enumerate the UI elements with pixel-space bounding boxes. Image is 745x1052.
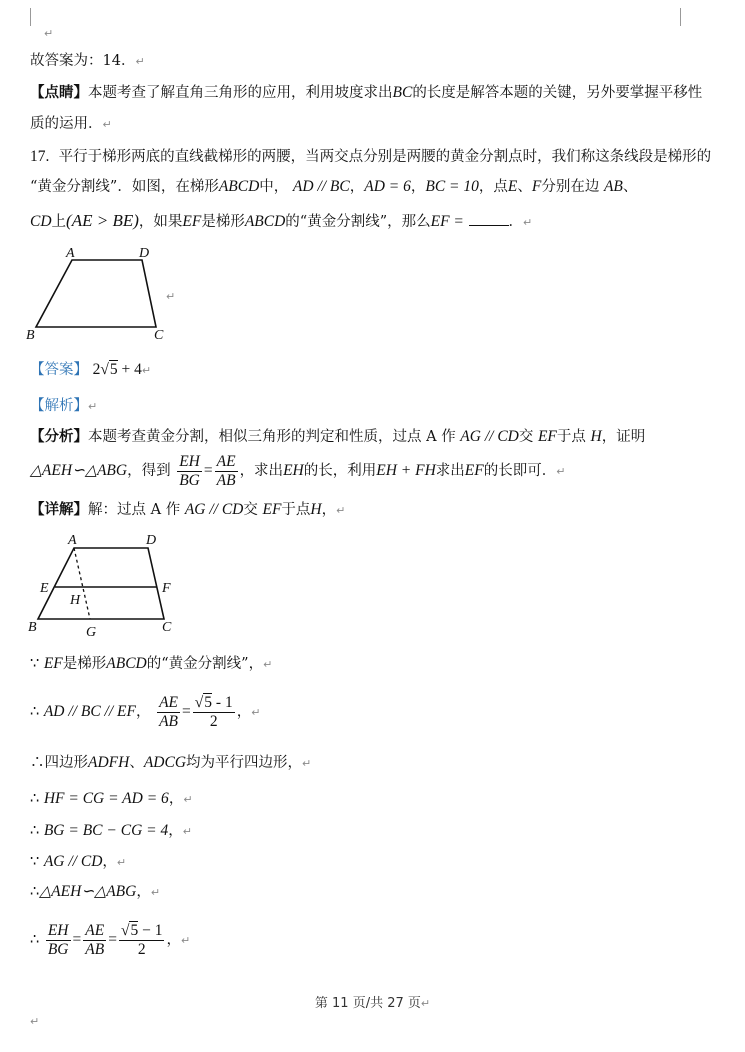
prev-answer: 故答案为：14．↵: [30, 53, 145, 69]
q17-line3: CD上(AE > BE)，如果EF是梯形ABCD的“黄金分割线”，那么EF = ．↵: [30, 211, 533, 230]
fenxi-label: 【分析】: [30, 428, 88, 445]
step-1: ∵ EF是梯形ABCD的“黄金分割线”，↵: [30, 655, 273, 672]
step-8: ∴ $\frac{EH}{BG}$ = $\frac{AE}{AB}$ = $\frac{√5 - 1}{2}$ ，↵: [30, 921, 191, 958]
answer-label: 【答案】: [30, 362, 88, 378]
return-mark: ↵: [44, 27, 54, 40]
dianjing-label: 【点睛】: [30, 84, 88, 101]
label-H: H: [70, 593, 81, 608]
fraction-eh-bg: $\frac{EH}{BG}$: [179, 452, 200, 489]
trapezoid-abcd-2: [38, 548, 164, 619]
label-E: E: [40, 581, 49, 596]
corner-mark-left: [30, 8, 31, 26]
question-number: 17.: [30, 148, 50, 165]
fraction-golden-ratio-2: $\frac{√5 - 1}{2}$: [120, 921, 163, 958]
label-B: B: [26, 328, 35, 343]
fenxi-line2: △AEH∽△ABG，得到 $\frac{EH}{BG}$ = $\frac{AE}{AB}$ ，求出EH的长，利用EH + FH求出EF的长即可．↵: [30, 452, 566, 489]
answer-line: 【答案】 2√5 + 4↵: [30, 361, 152, 378]
fraction-ae-ab: $\frac{AE}{AB}$: [216, 452, 236, 489]
answer-blank: [469, 211, 509, 226]
label-D: D: [146, 533, 157, 548]
label-C: C: [154, 328, 164, 343]
step-3: ∴四边形ADFH、ADCG均为平行四边形，↵: [30, 754, 312, 771]
step-4: ∴ HF = CG = AD = 6，↵: [30, 790, 193, 807]
jiexi-line: 【解析】↵: [30, 398, 98, 414]
fraction-golden-ratio: $\frac{√5 - 1}{2}$: [194, 693, 233, 730]
label-C: C: [162, 620, 172, 635]
fraction-ae-ab-3: $\frac{AE}{AB}$: [85, 921, 105, 958]
step-7: ∴△AEH∽△ABG，↵: [30, 883, 161, 900]
label-G: G: [86, 625, 97, 640]
trapezoid-figure-2: [24, 530, 194, 642]
label-D: D: [139, 246, 150, 261]
return-mark-bottom: ↵: [30, 1015, 40, 1028]
label-A: A: [66, 246, 75, 261]
fraction-eh-bg-2: $\frac{EH}{BG}$: [47, 921, 69, 958]
dianjing-line2: 质的运用．↵: [30, 116, 112, 132]
segment-ag-dashed: [74, 548, 90, 619]
trapezoid-abcd: [36, 260, 156, 327]
q17-line1: 17. 平行于梯形两底的直线截梯形的两腰，当两交点分别是两腰的黄金分割点时，我们称这条线段是梯形的: [30, 148, 712, 165]
label-A: A: [68, 533, 77, 548]
jiexi-label: 【解析】: [30, 398, 88, 414]
dianjing-line1: 【点睛】本题考查了解直角三角形的应用，利用坡度求出BC的长度是解答本题的关键，另外要掌握平移性: [30, 84, 703, 101]
xiangjie-line: 【详解】解：过点 A 作 AG // CD交 EF于点H，↵: [30, 501, 346, 518]
q17-line2: “黄金分割线”．如图，在梯形ABCD中， AD // BC，AD = 6，BC = 10，点E、F分别在边 AB、: [30, 178, 638, 195]
step-6: ∵ AG // CD，↵: [30, 853, 127, 870]
step-2: ∴ AD // BC // EF， $\frac{AE}{AB}$ = $\frac{√5 - 1}{2}$ ，↵: [30, 693, 261, 730]
return-mark-fig1: ↵: [166, 290, 176, 303]
trapezoid-figure-1: [24, 243, 184, 343]
corner-mark-right: [680, 8, 681, 26]
step-5: ∴ BG = BC − CG = 4，↵: [30, 822, 192, 839]
fenxi-line1: 【分析】本题考查黄金分割，相似三角形的判定和性质，过点 A 作 AG // CD交 EF于点 H，证明: [30, 428, 646, 445]
fraction-ae-ab-2: $\frac{AE}{AB}$: [159, 693, 179, 730]
label-B: B: [28, 620, 37, 635]
page-footer: 第 11 页/共 27 页↵: [314, 996, 431, 1011]
xiangjie-label: 【详解】: [30, 501, 88, 518]
label-F: F: [162, 581, 171, 596]
